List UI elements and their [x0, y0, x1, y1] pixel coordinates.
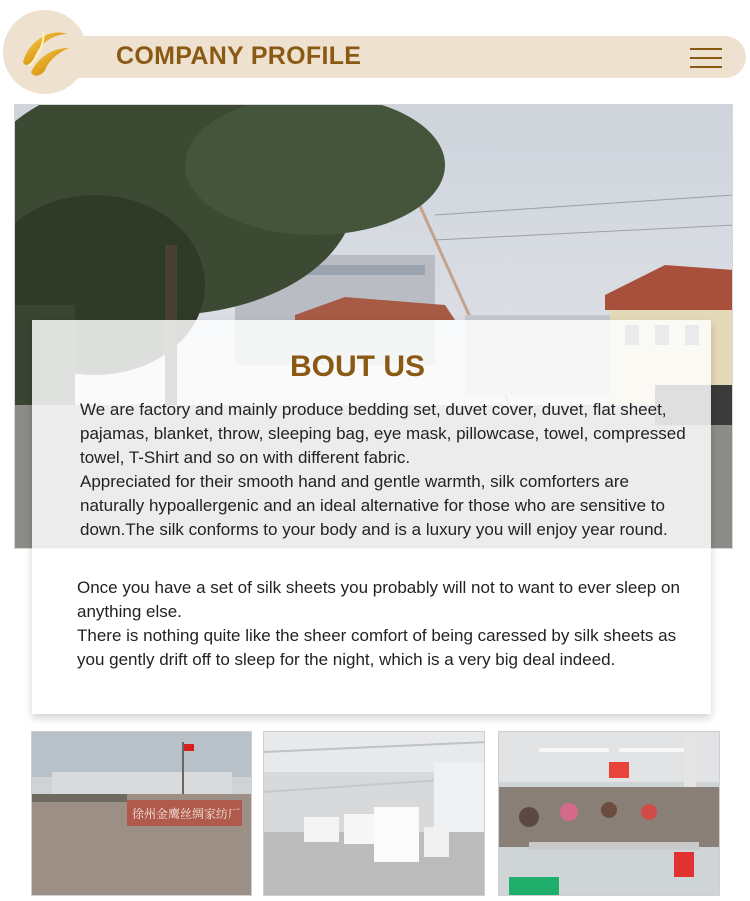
about-paragraph: We are factory and mainly produce bedding set, duvet cover, duvet, flat sheet, pajamas, blanket, throw, sleeping bag, eye mask, pillowcase, towel, compressed towel, T-Shirt and so on with different fabric. — [80, 400, 686, 467]
page-title: COMPANY PROFILE — [116, 42, 362, 70]
about-paragraph: There is nothing quite like the sheer comfort of being caressed by silk sheets as you gently drift off to sleep for the night, which is a very big deal indeed. — [77, 626, 677, 669]
hamburger-menu-icon[interactable] — [690, 47, 722, 69]
about-paragraph: Appreciated for their smooth hand and gentle warmth, silk comforters are naturally hypoallergenic and an ideal alternative for those who are sensitive to down.The silk conforms to your body and is a luxury you will enjoy year round. — [80, 472, 668, 539]
logo[interactable] — [3, 10, 87, 94]
gallery-image-workshop[interactable] — [498, 731, 720, 896]
about-paragraph: Once you have a set of silk sheets you probably will not to want to ever sleep on anything else. — [77, 578, 680, 621]
factory-sign-text: 徐州金鹰丝绸家纺厂 — [132, 807, 241, 821]
about-intro-text — [80, 398, 690, 542]
gallery-image-warehouse[interactable] — [263, 731, 485, 896]
gallery-image-factory-gate[interactable] — [31, 731, 252, 896]
about-us-title: BOUT US — [290, 350, 425, 383]
about-detail-text — [77, 576, 692, 672]
silk-logo-icon — [15, 22, 75, 82]
